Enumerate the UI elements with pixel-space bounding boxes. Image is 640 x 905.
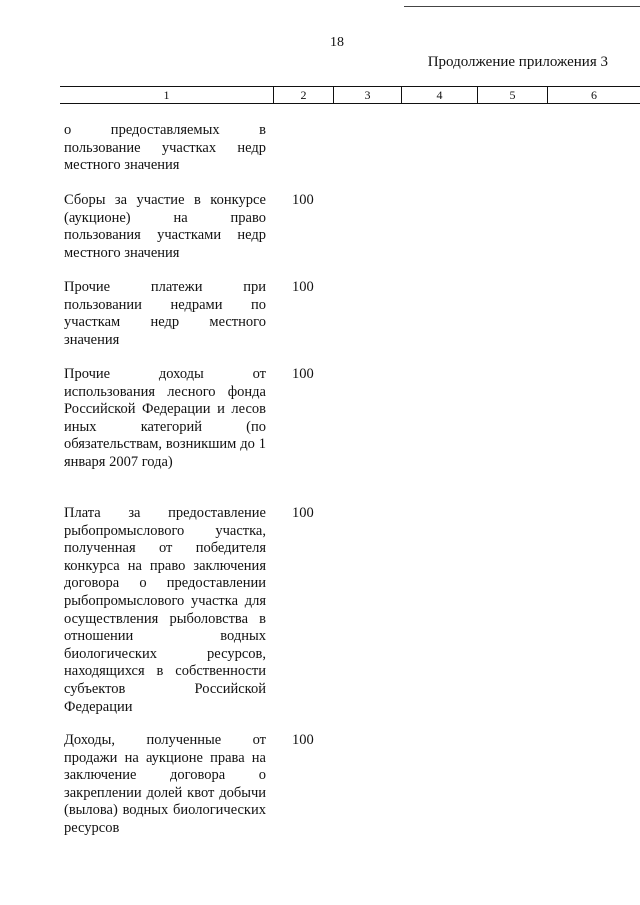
continuation-title: Продолжение приложения 3 (427, 54, 608, 70)
column-header-1: 1 (163, 88, 170, 102)
page-number: 18 (330, 35, 344, 50)
row-value: 100 (292, 732, 314, 748)
column-header-4: 4 (401, 87, 477, 103)
column-header-5: 5 (477, 87, 547, 103)
row-description: Сборы за участие в конкурсе (аукционе) на право пользования участками недр местного значения (64, 192, 266, 261)
column-header-3: 3 (333, 87, 401, 103)
row-description: Прочие доходы от использования лесного фонда Российской Федерации и лесов иных категорий (по обязательствам, возникшим до 1 января 2007 года) (64, 366, 266, 470)
row-value: 100 (292, 192, 314, 208)
column-header-6: 6 (547, 87, 640, 103)
top-rule (404, 6, 640, 7)
row-description: о предоставляемых в пользование участках недр местного значения (64, 122, 266, 174)
row-description: Прочие платежи при пользовании недрами по участкам недр местного значения (64, 279, 266, 348)
column-header-row (60, 86, 640, 104)
row-value: 100 (292, 366, 314, 382)
column-header-2: 2 (273, 87, 333, 103)
row-description: Плата за предоставление рыбопромыслового участка, полученная от победителя конкурса на право заключения договора о предоставлении рыбопромыслового участка для осуществления рыболовства в отношении водных биологических ресурсов, находящихся в собственности субъектов Российской Федерации (64, 505, 266, 715)
row-value: 100 (292, 505, 314, 521)
row-value: 100 (292, 279, 314, 295)
row-description: Доходы, полученные от продажи на аукционе права на заключение договора о закреплении долей квот добычи (вылова) водных биологических ресурсов (64, 732, 266, 836)
